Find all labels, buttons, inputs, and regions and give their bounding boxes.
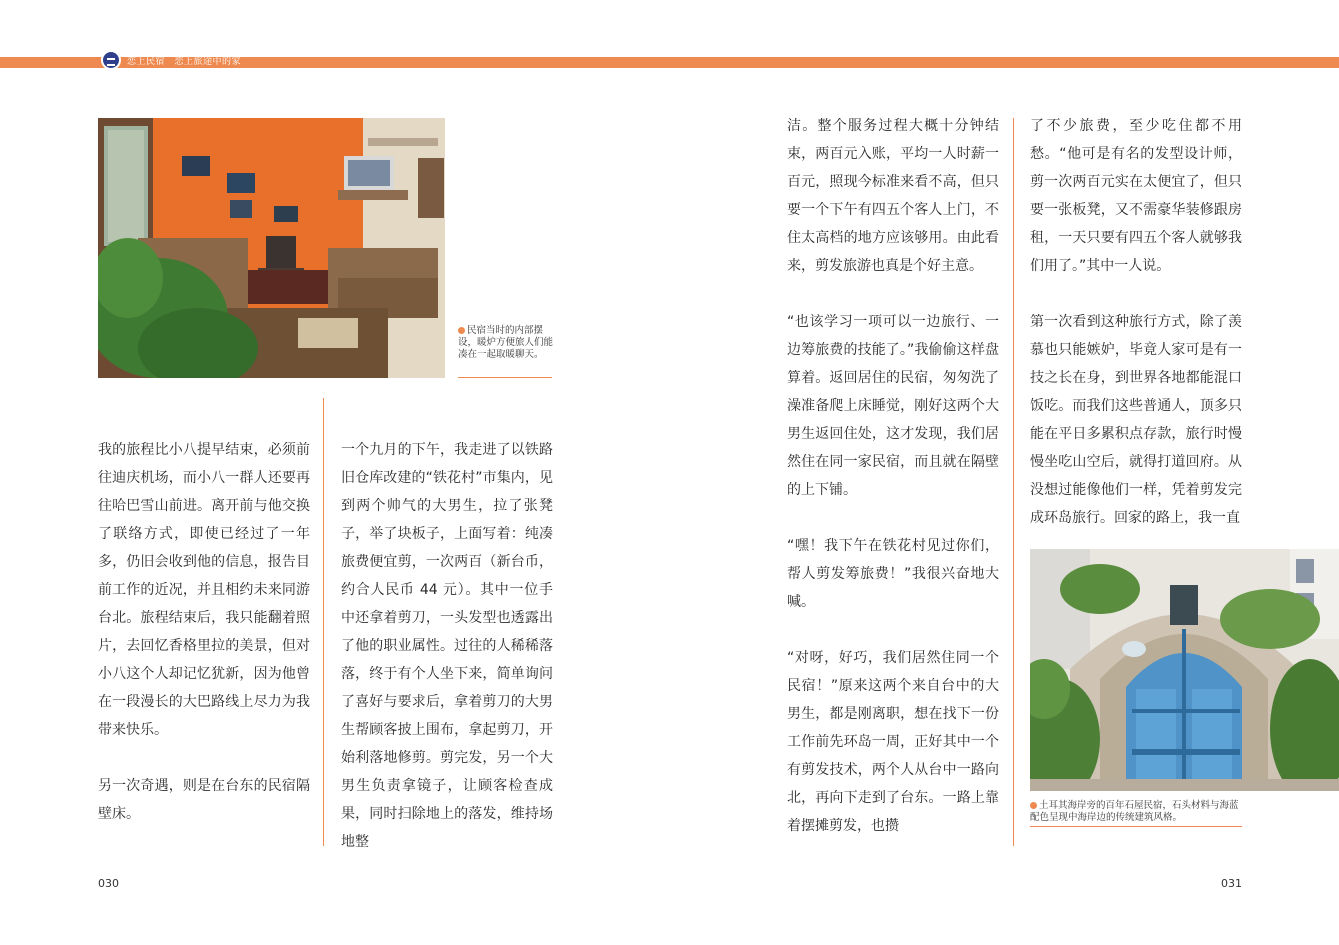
page-number-left: 030 bbox=[98, 877, 119, 890]
interior-photo-caption: 民宿当时的内部摆设，暖炉方便旅人们能凑在一起取暖聊天。 bbox=[458, 325, 554, 360]
column-divider bbox=[323, 398, 324, 846]
paragraph: 洁。整个服务过程大概十分钟结束，两百元入账，平均一人时薪一百元，照现今标准来看不高，但只要一个下午有四五个客人上门，不住太高档的地方应该够用。由此看来，剪发旅游也真是个好主意。 bbox=[787, 118, 999, 274]
paragraph: “嘿！我下午在铁花村见过你们，帮人剪发筹旅费！”我很兴奋地大喊。 bbox=[787, 538, 999, 610]
interior-caption-rule bbox=[458, 377, 552, 378]
paragraph: “对呀，好巧，我们居然住同一个民宿！”原来这两个来自台中的大男生，都是刚离职，想在找下一份工作前先环岛一周，正好其中一个有剪发技术，两个人从台中一路向北，再向下走到了台东。一路上靠着摆摊剪发，也攒 bbox=[787, 650, 999, 834]
running-header-title: 恋上民宿 恋上旅途中的家 bbox=[127, 57, 242, 67]
paragraph: 了不少旅费，至少吃住都不用愁。“他可是有名的发型设计师，剪一次两百元实在太便宜了，但只要一张板凳，又不需豪华装修跟房租，一天只要有四五个客人就够我们用了。”其中一人说。 bbox=[1030, 118, 1242, 274]
interior-photo bbox=[98, 118, 445, 378]
text-column-4 bbox=[1030, 112, 1242, 532]
text-column-1 bbox=[98, 436, 310, 828]
page-number-right: 031 bbox=[1221, 877, 1242, 890]
paragraph: 我的旅程比小八提早结束，必须前往迪庆机场，而小八一群人还要再往哈巴雪山前进。离开前与他交换了联络方式，即使已经过了一年多，仍旧会收到他的信息，报告目前工作的近况，并且相约未来同游台北。旅程结束后，我只能翻着照片，去回忆香格里拉的美景，但对小八这个人却记忆犹新，因为他曾在一段漫长的大巴路线上尽力为我带来快乐。 bbox=[98, 442, 310, 738]
text-column-2 bbox=[341, 436, 553, 856]
magazine-logo-icon bbox=[101, 50, 121, 70]
caption-bullet-icon bbox=[1030, 802, 1037, 809]
gate-caption-rule bbox=[1030, 826, 1242, 827]
paragraph: 另一次奇遇，则是在台东的民宿隔壁床。 bbox=[98, 778, 310, 822]
paragraph: “也该学习一项可以一边旅行、一边筹旅费的技能了。”我偷偷这样盘算着。返回居住的民宿，匆匆洗了澡准备爬上床睡觉，刚好这两个大男生返回住处，这才发现，我们居然住在同一家民宿，而且就在隔壁的上下铺。 bbox=[787, 314, 999, 498]
caption-bullet-icon bbox=[458, 327, 465, 334]
column-divider bbox=[1013, 118, 1014, 846]
gate-photo bbox=[1030, 549, 1339, 791]
paragraph: 第一次看到这种旅行方式，除了羡慕也只能嫉妒，毕竟人家可是有一技之长在身，到世界各地都能混口饭吃。而我们这些普通人，顶多只能在平日多累积点存款，旅行时慢慢坐吃山空后，就得打道回府。从没想过能像他们一样，凭着剪发完成环岛旅行。回家的路上，我一直 bbox=[1030, 314, 1242, 526]
gate-photo-caption: 土耳其海岸旁的百年石屋民宿，石头材料与海蓝配色呈现中海岸边的传统建筑风格。 bbox=[1030, 800, 1239, 823]
text-column-3 bbox=[787, 112, 999, 840]
paragraph: 一个九月的下午，我走进了以铁路旧仓库改建的“铁花村”市集内，见到两个帅气的大男生，拉了张凳子，举了块板子，上面写着：纯凑旅费便宜剪，一次两百（新台币，约合人民币 44 元）。其中一位手中还拿着剪刀，一头发型也透露出了他的职业属性。过往的人稀稀落落，终于有个人坐下来，简单询问了喜好与要求后，拿着剪刀的大男生帮顾客披上围布，拿起剪刀，开始利落地修剪。剪完发，另一个大男生负责拿镜子，让顾客检查成果，同时扫除地上的落发，维持场地整 bbox=[341, 442, 553, 850]
